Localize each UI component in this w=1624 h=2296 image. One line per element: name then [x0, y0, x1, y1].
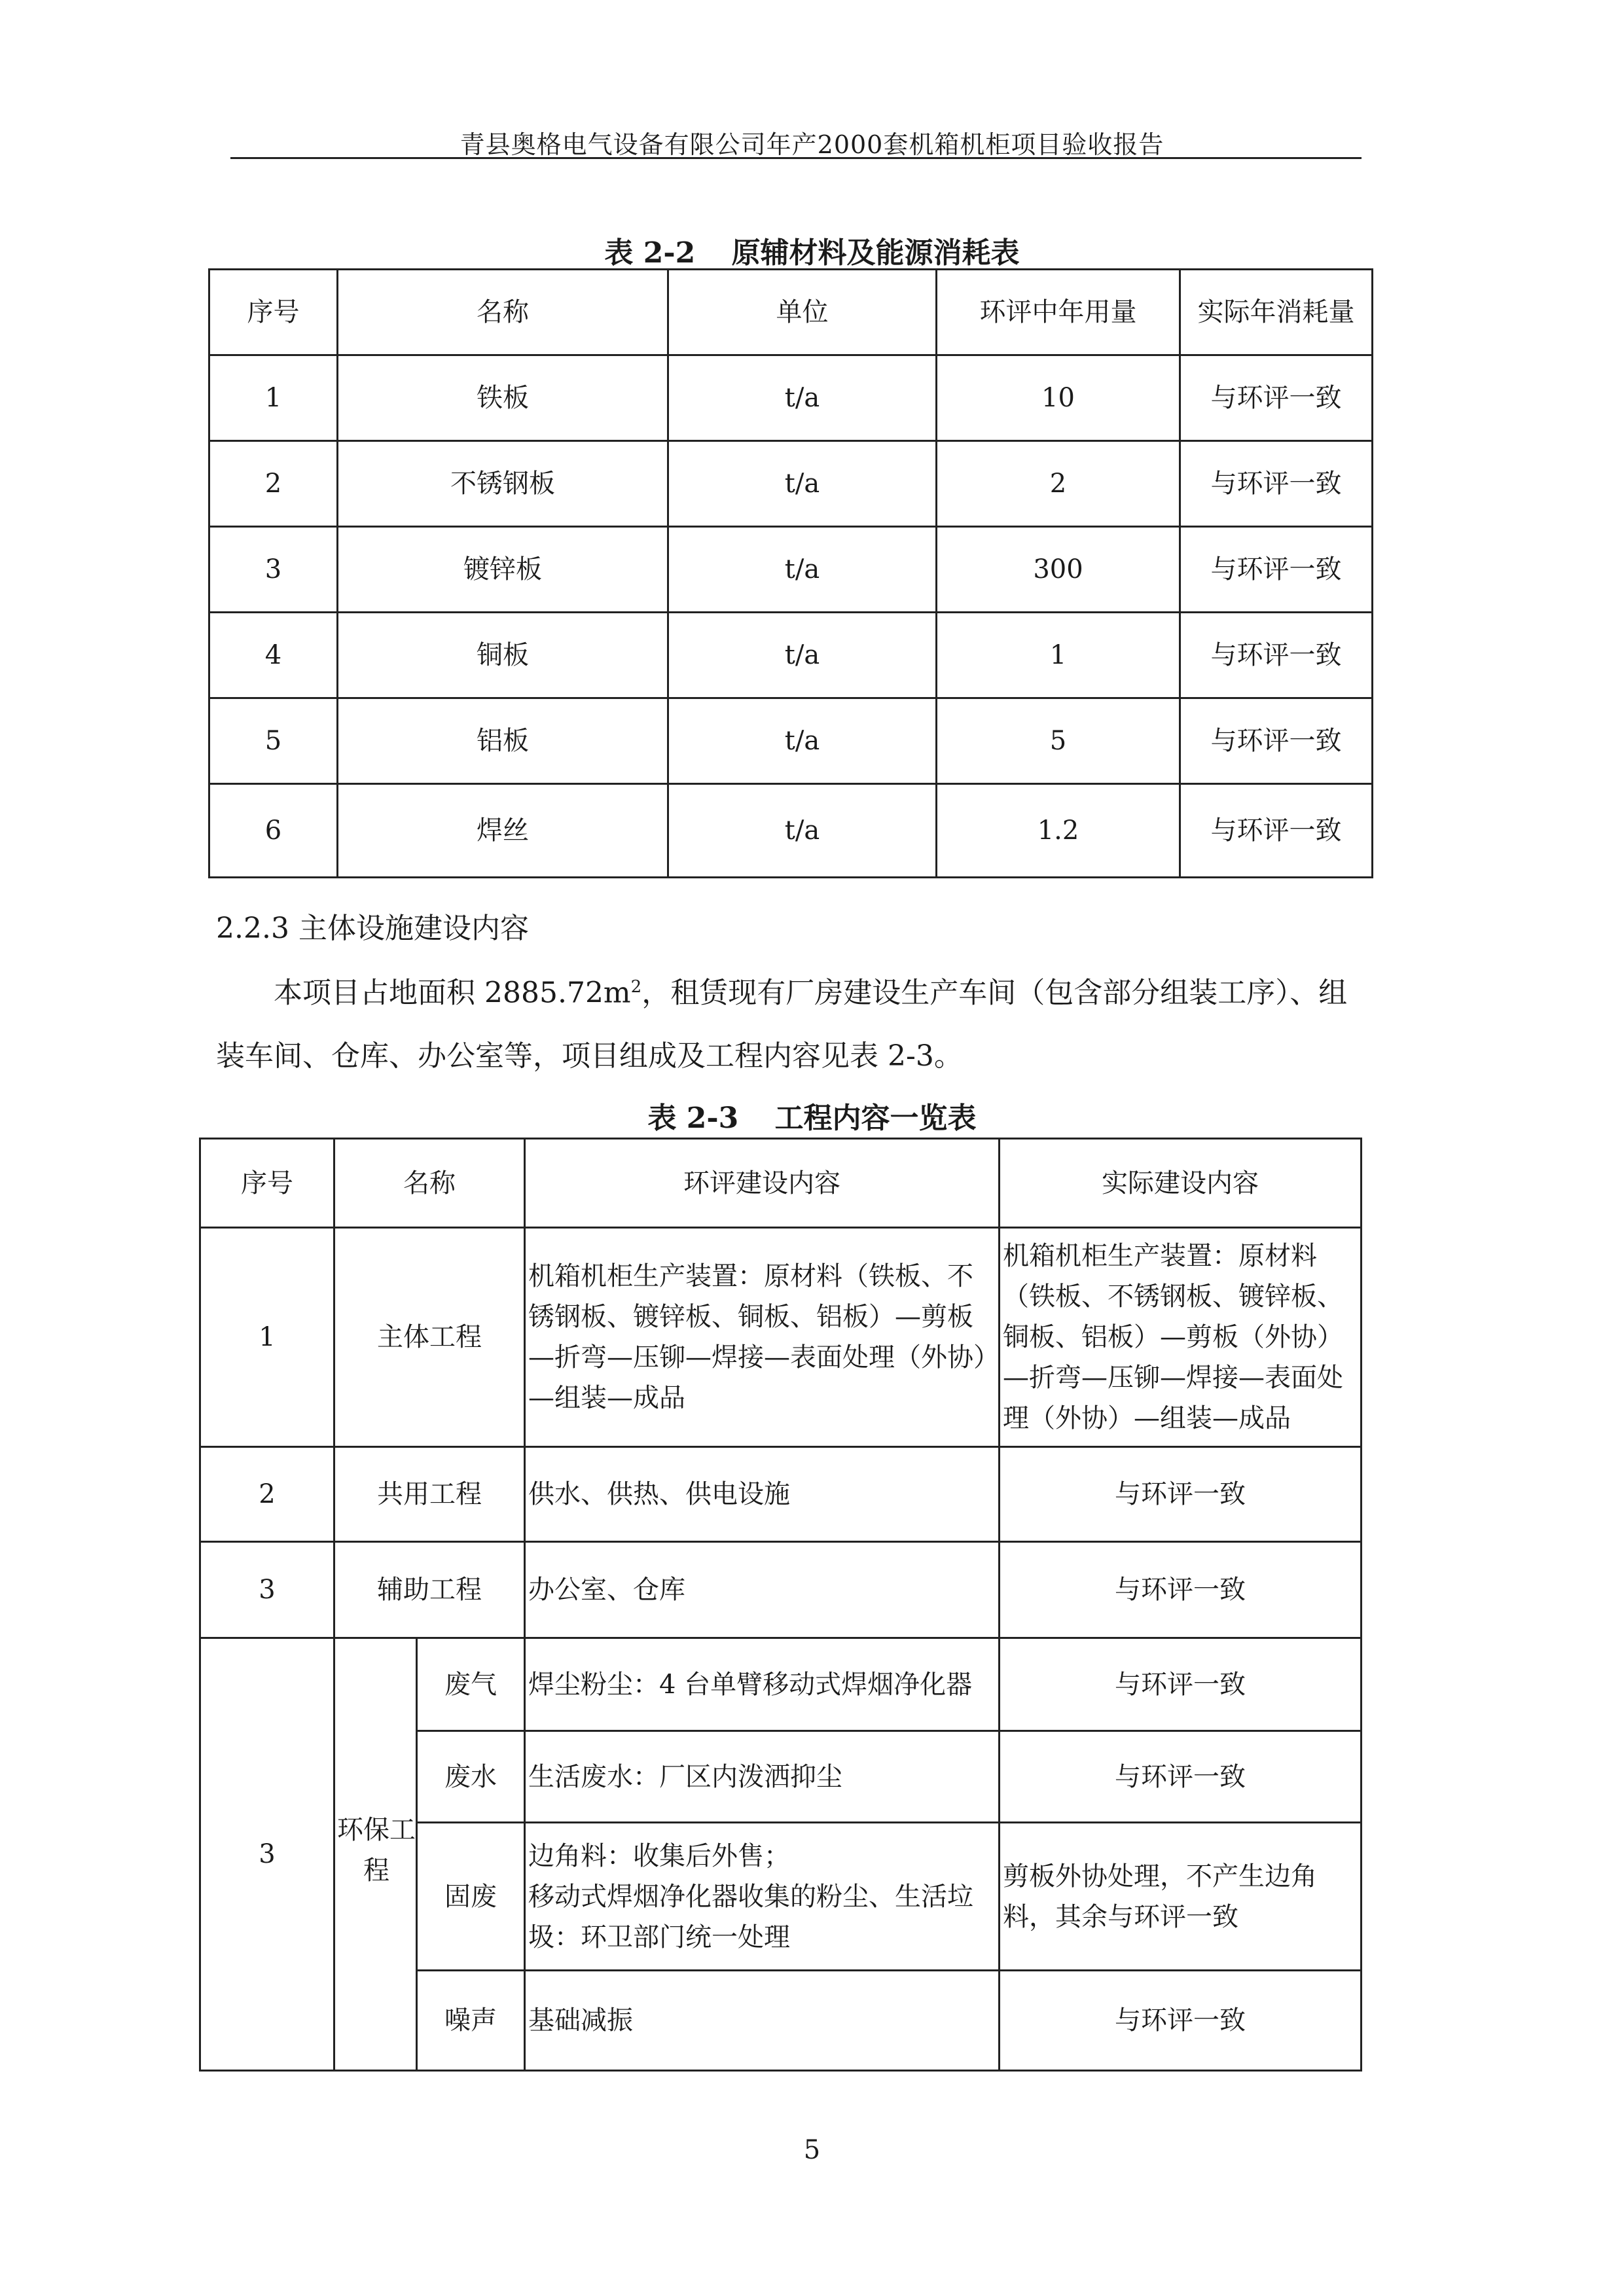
cell-unit: t/a	[668, 441, 937, 527]
table-row	[209, 527, 1373, 613]
cell-actual: 与环评一致	[1180, 441, 1373, 527]
cell-name: 主体工程	[334, 1228, 525, 1447]
cell-name: 共用工程	[334, 1447, 525, 1542]
cell-name: 镀锌板	[338, 527, 668, 613]
cell-no: 2	[200, 1447, 334, 1542]
cell-subname: 废水	[417, 1731, 525, 1823]
cell-name: 焊丝	[338, 784, 668, 878]
cell-unit: t/a	[668, 527, 937, 613]
cell-name: 辅助工程	[334, 1542, 525, 1638]
cell-plan: 机箱机柜生产装置：原材料（铁板、不锈钢板、镀锌板、铜板、铝板）—剪板—折弯—压铆—焊接—表面处理（外协）—组装—成品	[525, 1228, 1000, 1447]
table-2-3-number: 表 2-3	[647, 1102, 739, 1135]
header-cell: 环评中年用量	[937, 270, 1180, 355]
table-2-3-title: 工程内容一览表	[774, 1102, 977, 1135]
cell-no: 3	[200, 1542, 334, 1638]
header-cell: 环评建设内容	[525, 1139, 1000, 1228]
cell-actual: 与环评一致	[1180, 527, 1373, 613]
table-2-2-number: 表 2-2	[604, 236, 696, 270]
env-engineering-label: 环保工程	[337, 1815, 416, 1886]
table-2-3-header-row	[200, 1139, 1362, 1228]
cell-plan: 生活废水：厂区内泼洒抑尘	[525, 1731, 1000, 1823]
cell-plan-line-1: 边角料：收集后外售；	[528, 1840, 790, 1871]
header-rule	[230, 157, 1362, 159]
cell-actual: 与环评一致	[1000, 1638, 1362, 1731]
table-row	[209, 441, 1373, 527]
table-row	[209, 355, 1373, 441]
cell-no: 2	[209, 441, 338, 527]
page-number: 5	[803, 2135, 821, 2165]
cell-plan: 5	[937, 698, 1180, 784]
table-2-2-title: 原辅材料及能源消耗表	[731, 236, 1020, 270]
cell-no: 3	[200, 1638, 334, 2071]
table-2-3	[199, 1138, 1362, 2072]
cell-plan: 焊尘粉尘：4 台单臂移动式焊烟净化器	[525, 1638, 1000, 1731]
cell-plan: 基础减振	[525, 1971, 1000, 2071]
table-row	[209, 613, 1373, 698]
table-2-2-caption	[0, 229, 1624, 271]
cell-actual: 与环评一致	[1180, 613, 1373, 698]
cell-plan: 300	[937, 527, 1180, 613]
header-cell: 序号	[209, 270, 338, 355]
cell-no: 1	[209, 355, 338, 441]
cell-actual: 与环评一致	[1180, 355, 1373, 441]
cell-actual: 与环评一致	[1000, 1731, 1362, 1823]
cell-name: 不锈钢板	[338, 441, 668, 527]
cell-no: 6	[209, 784, 338, 878]
header-cell: 名称	[334, 1139, 525, 1228]
para-text-1: 本项目占地面积 2885.72m	[274, 976, 631, 1010]
running-header: 青县奥格电气设备有限公司年产2000套机箱机柜项目验收报告	[460, 130, 1164, 159]
cell-name: 铝板	[338, 698, 668, 784]
cell-subname: 噪声	[417, 1971, 525, 2071]
cell-actual: 与环评一致	[1000, 1447, 1362, 1542]
cell-plan	[525, 1823, 1000, 1971]
cell-unit: t/a	[668, 613, 937, 698]
table-2-2-header-row	[209, 270, 1373, 355]
header-cell: 实际年消耗量	[1180, 270, 1373, 355]
header-cell: 名称	[338, 270, 668, 355]
cell-unit: t/a	[668, 784, 937, 878]
para-superscript: 2	[630, 977, 642, 997]
header-cell: 单位	[668, 270, 937, 355]
table-row	[209, 784, 1373, 878]
cell-actual: 与环评一致	[1180, 698, 1373, 784]
table-row	[200, 1542, 1362, 1638]
cell-plan: 10	[937, 355, 1180, 441]
cell-no: 4	[209, 613, 338, 698]
para-text-2: ，租赁现有厂房建设生产车间（包含部分组装工序）、组装车间、仓库、办公室等，项目组成及工程内容见表 2-3。	[216, 976, 1348, 1073]
cell-actual: 与环评一致	[1000, 1542, 1362, 1638]
cell-no: 3	[209, 527, 338, 613]
table-row	[200, 1638, 1362, 1731]
section-heading: 2.2.3 主体设施建设内容	[216, 912, 529, 945]
cell-unit: t/a	[668, 355, 937, 441]
cell-plan: 供水、供热、供电设施	[525, 1447, 1000, 1542]
cell-subname: 废气	[417, 1638, 525, 1731]
cell-plan: 1	[937, 613, 1180, 698]
header-cell: 实际建设内容	[1000, 1139, 1362, 1228]
cell-plan: 办公室、仓库	[525, 1542, 1000, 1638]
cell-name: 铜板	[338, 613, 668, 698]
cell-plan-line-2: 移动式焊烟净化器收集的粉尘、生活垃圾：环卫部门统一处理	[528, 1881, 973, 1952]
cell-unit: t/a	[668, 698, 937, 784]
cell-subname: 固废	[417, 1823, 525, 1971]
cell-actual: 与环评一致	[1180, 784, 1373, 878]
table-2-2	[208, 268, 1373, 878]
table-2-3-caption	[0, 1094, 1624, 1136]
header-cell: 序号	[200, 1139, 334, 1228]
cell-name: 铁板	[338, 355, 668, 441]
cell-no: 1	[200, 1228, 334, 1447]
cell-plan: 2	[937, 441, 1180, 527]
table-row	[200, 1228, 1362, 1447]
table-row	[200, 1447, 1362, 1542]
body-paragraph	[216, 956, 1368, 1088]
table-row	[209, 698, 1373, 784]
cell-no: 5	[209, 698, 338, 784]
cell-plan: 1.2	[937, 784, 1180, 878]
cell-actual: 机箱机柜生产装置：原材料（铁板、不锈钢板、镀锌板、铜板、铝板）—剪板（外协）—折弯—压铆—焊接—表面处理（外协）—组装—成品	[1000, 1228, 1362, 1447]
cell-actual: 与环评一致	[1000, 1971, 1362, 2071]
cell-actual: 剪板外协处理，不产生边角料，其余与环评一致	[1000, 1823, 1362, 1971]
